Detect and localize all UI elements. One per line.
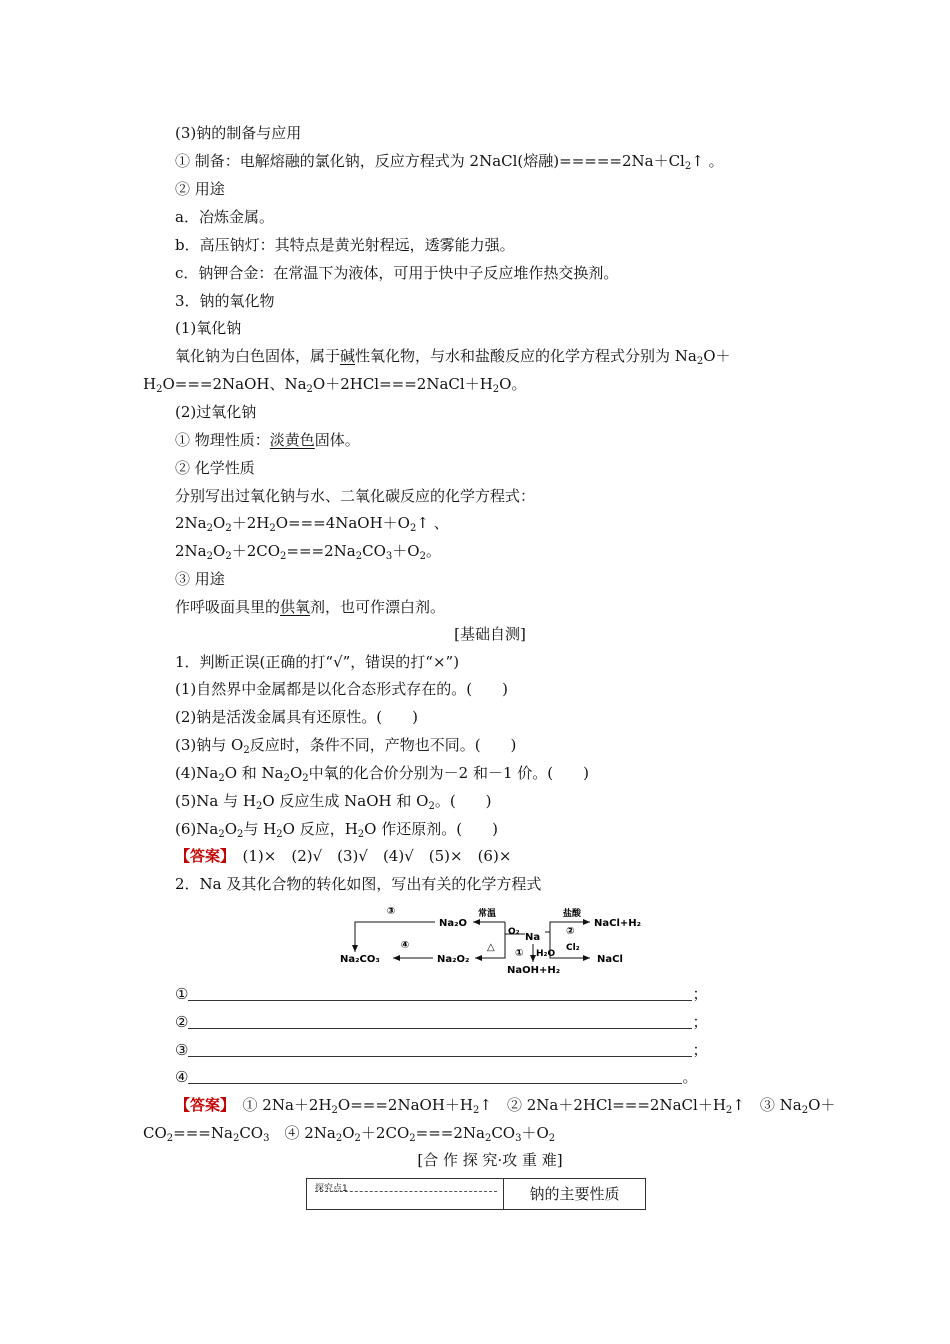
question-1: 1．判断正误(正确的打“√”，错误的打“×”) <box>175 653 460 671</box>
label-2: ② <box>566 926 575 937</box>
label-hcl: 盐酸 <box>563 909 582 919</box>
answer-blank-4[interactable]: ④ 。 <box>175 1068 698 1086</box>
subsection-heading: (1)氧化钠 <box>175 319 242 337</box>
label-3: ③ <box>386 906 396 917</box>
answer-1: 【答案】 (1)× (2)√ (3)√ (4)√ (5)× (6)× <box>175 847 512 865</box>
answer-blank-2[interactable]: ② ； <box>175 1013 708 1031</box>
explore-title: 钠的主要性质 <box>529 1185 620 1203</box>
explore-point-box <box>306 1178 646 1210</box>
use-b: b．高压钠灯：其特点是黄光射程远，透雾能力强。 <box>175 236 515 254</box>
label-o2: O₂ <box>508 927 520 937</box>
paragraph-na2o: 氧化钠为白色固体，属于碱性氧化物，与水和盐酸反应的化学方程式分别为 $Na_2O+$ <box>175 347 731 367</box>
explore-tag: 探究点1 <box>315 1184 348 1194</box>
label-room-temp: 常温 <box>478 909 497 919</box>
chemical-property: ② 化学性质 <box>175 459 255 477</box>
use-c: c．钠钾合金：在常温下为液体，可用于快中子反应堆作热交换剂。 <box>175 264 619 282</box>
question-1-item: (1)自然界中金属都是以化合态形式存在的。( ) <box>175 680 508 698</box>
section-heading: 3．钠的氧化物 <box>175 292 275 310</box>
node-na2co3: Na₂CO₃ <box>340 954 380 965</box>
equation-1: $2Na_2O_2+2H_2O===4NaOH+O_2↑$ 、 <box>175 514 449 534</box>
label-4: ④ <box>400 940 410 951</box>
question-1-item: $(4)Na_2O$ 和 $Na_2O_2$中氧的化合价分别为－2 和－1 价。( ) <box>175 764 590 784</box>
use-a: a．冶炼金属。 <box>175 208 274 226</box>
equation-2: $2Na_2O_2+2CO_2===2Na_2CO_3+O_2$。 <box>175 542 441 562</box>
use-text: 作呼吸面具里的供氧剂，也可作漂白剂。 <box>175 598 446 616</box>
uses-heading: ② 用途 <box>175 180 225 198</box>
label-h2o: H₂O <box>536 949 556 959</box>
question-1-item: (5)Na 与 $H_2O$ 反应生成 NaOH 和 $O_2$。( ) <box>175 792 492 812</box>
answer-blank-1[interactable]: ① ； <box>175 985 708 1003</box>
node-na: Na <box>525 932 541 943</box>
node-naoh-h2: NaOH+H₂ <box>507 965 561 976</box>
preparation-line: ① 制备：电解熔融的氯化钠，反应方程式为 2NaCl(熔融)$=====2Na+Cl_2↑$ 。 <box>175 152 724 172</box>
divider <box>315 1191 497 1192</box>
self-test-heading: [基础自测] <box>454 625 526 643</box>
answer-2: 【答案】 ① $2Na+2H_2O===2NaOH+H_2↑$ ② $2Na+2HCl===2NaCl+H_2↑$ ③ $Na_2O+$ <box>175 1096 836 1116</box>
physical-property: ① 物理性质：淡黄色固体。 <box>175 431 360 449</box>
answer-2-cont: $CO_2===Na_2CO_3$ ④ $2Na_2O_2+2CO_2===2Na_2CO_3+O_2$ <box>143 1124 556 1144</box>
label-delta: △ <box>487 942 495 953</box>
question-2: 2．Na 及其化合物的转化如图，写出有关的化学方程式 <box>175 875 542 893</box>
question-1-item: (3)钠与 $O_2$反应时，条件不同，产物也不同。( ) <box>175 736 517 756</box>
question-1-item: $(6)Na_2O_2$与 $H_2O$ 反应，$H_2O$ 作还原剂。( ) <box>175 820 498 840</box>
question-1-item: (2)钠是活泼金属具有还原性。( ) <box>175 708 418 726</box>
conversion-diagram <box>335 900 655 980</box>
section-heading: (3)钠的制备与应用 <box>175 124 302 142</box>
node-nacl: NaCl <box>597 954 623 965</box>
explore-tag-cell <box>307 1179 504 1209</box>
node-nacl-h2: NaCl+H₂ <box>594 918 642 929</box>
instruction: 分别写出过氧化钠与水、二氧化碳反应的化学方程式： <box>175 487 536 505</box>
cooperation-heading: [合 作 探 究·攻 重 难] <box>417 1151 563 1169</box>
label-cl2: Cl₂ <box>566 943 580 953</box>
answer-blank-3[interactable]: ③ ； <box>175 1041 708 1059</box>
paragraph-na2o-cont: $H_2O===2NaOH$、$Na_2O+2HCl===2NaCl+H_2O$。 <box>143 375 527 395</box>
uses-heading: ③ 用途 <box>175 570 225 588</box>
node-na2o: Na₂O <box>439 918 467 929</box>
node-na2o2: Na₂O₂ <box>437 954 470 965</box>
subsection-heading: (2)过氧化钠 <box>175 403 257 421</box>
label-1: ① <box>515 948 524 959</box>
